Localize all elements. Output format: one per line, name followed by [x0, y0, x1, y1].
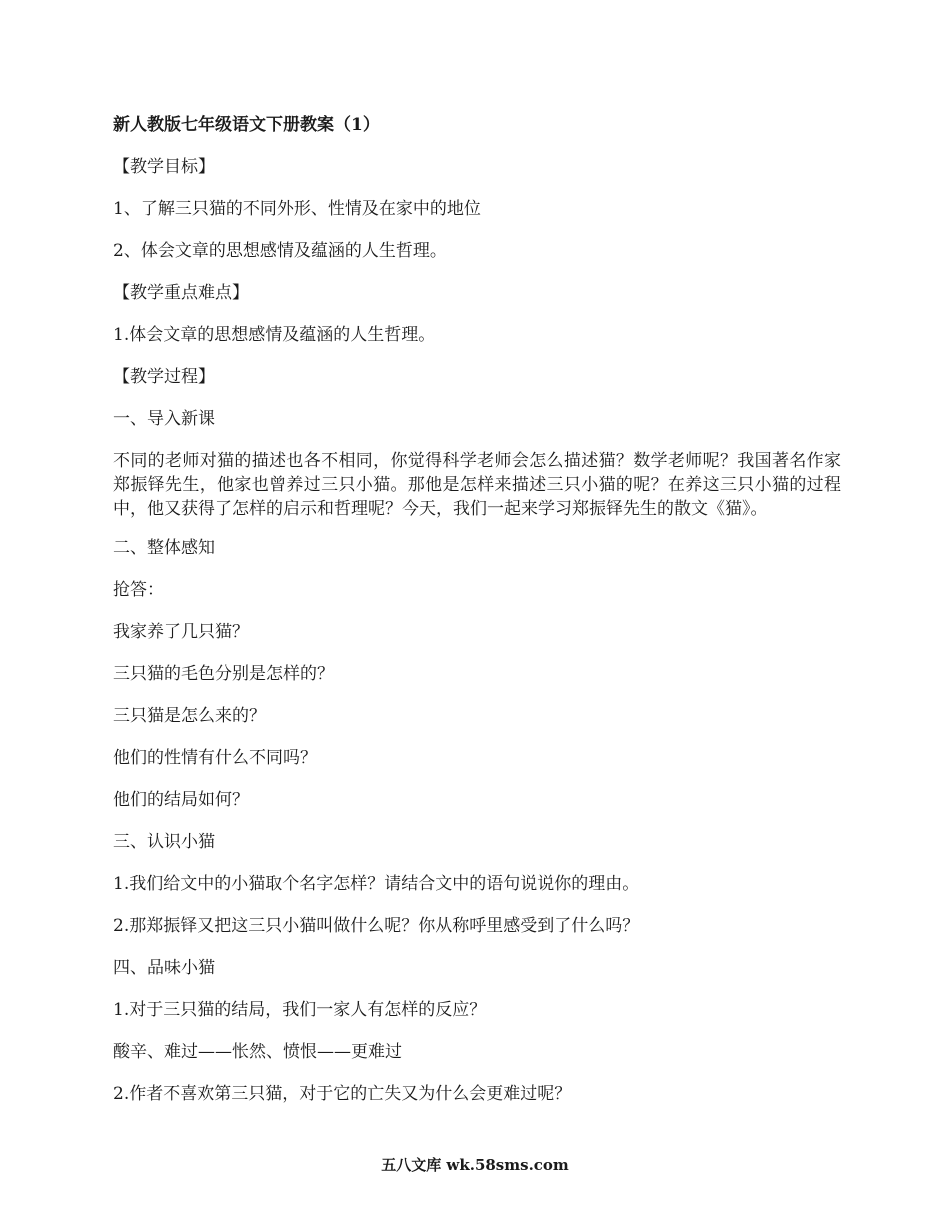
question-item: 我家养了几只猫？ [113, 622, 249, 642]
question-item: 三只猫的毛色分别是怎样的？ [113, 664, 334, 684]
section-know-kittens: 三、认识小猫 [113, 832, 215, 852]
footer-watermark: 五八文库 wk.58sms.com [381, 1156, 569, 1174]
question-item: 三只猫是怎么来的？ [113, 706, 266, 726]
answer-item: 酸辛、难过——怅然、愤恨——更难过 [113, 1042, 402, 1062]
heading-teaching-goals: 【教学目标】 [113, 157, 215, 177]
intro-paragraph: 不同的老师对猫的描述也各不相同，你觉得科学老师会怎么描述猫？数学老师呢？我国著名作家郑振铎先生，他家也曾养过三只小猫。那他是怎样来描述三只小猫的呢？在养这三只小猫的过程中，他又获得了怎样的启示和哲理呢？今天，我们一起来学习郑振铎先生的散文《猫》。 [113, 451, 841, 519]
question-item: 1.对于三只猫的结局，我们一家人有怎样的反应？ [113, 1000, 487, 1020]
section-savor-kittens: 四、品味小猫 [113, 958, 215, 978]
key-point-item-1: 1.体会文章的思想感情及蕴涵的人生哲理。 [113, 325, 436, 345]
question-item: 他们的结局如何？ [113, 790, 249, 810]
section-overall-perception: 二、整体感知 [113, 538, 215, 558]
goal-item-2: 2、体会文章的思想感情及蕴涵的人生哲理。 [113, 241, 447, 261]
question-item: 1.我们给文中的小猫取个名字怎样？请结合文中的语句说说你的理由。 [113, 874, 640, 894]
document-page [113, 113, 841, 1124]
section-introduction: 一、导入新课 [113, 409, 215, 429]
heading-teaching-process: 【教学过程】 [113, 367, 215, 387]
goal-item-1: 1、了解三只猫的不同外形、性情及在家中的地位 [113, 199, 481, 219]
question-item: 2.那郑振铎又把这三只小猫叫做什么呢？你从称呼里感受到了什么吗？ [113, 916, 640, 936]
question-item: 他们的性情有什么不同吗？ [113, 748, 317, 768]
document-title: 新人教版七年级语文下册教案（1） [113, 115, 380, 135]
quick-answer-label: 抢答： [113, 580, 164, 600]
heading-key-points: 【教学重点难点】 [113, 283, 249, 303]
question-item: 2.作者不喜欢第三只猫，对于它的亡失又为什么会更难过呢？ [113, 1084, 572, 1104]
